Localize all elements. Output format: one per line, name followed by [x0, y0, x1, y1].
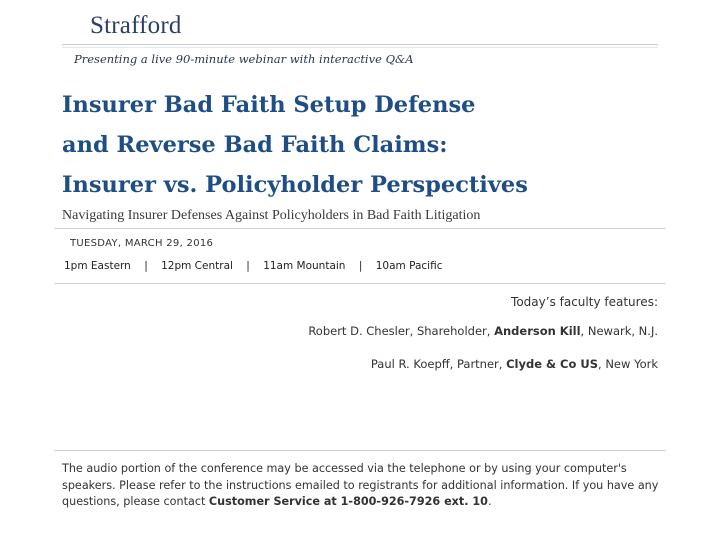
speaker-firm: Clyde & Co US: [506, 357, 599, 371]
customer-service-contact: Customer Service at 1-800-926-7926 ext. 10: [208, 495, 488, 508]
strafford-logo: Strafford: [90, 12, 182, 39]
time-central: 12pm Central: [161, 260, 233, 272]
webinar-tagline: Presenting a live 90-minute webinar with interactive Q&A: [74, 52, 414, 66]
audio-instructions: The audio portion of the conference may be accessed via the telephone or by using your computer's speakers. Please refer to the instructions emailed to registrants for additional information. If you have any questions, please contact Customer Service at 1-800-926-7926 ext. 10.: [62, 462, 659, 508]
header-divider-light: [62, 47, 658, 48]
header-divider: [62, 44, 658, 45]
title-line-3: Insurer vs. Policyholder Perspectives: [62, 172, 528, 198]
divider-bottom: [54, 450, 666, 451]
speaker-firm: Anderson Kill: [494, 324, 581, 338]
time-separator: |: [358, 260, 363, 272]
title-line-1: Insurer Bad Faith Setup Defense: [62, 92, 476, 118]
divider-middle: [54, 283, 666, 284]
time-pacific: 10am Pacific: [375, 260, 443, 272]
time-separator: |: [246, 260, 250, 272]
faculty-heading: Today’s faculty features:: [511, 295, 658, 309]
time-eastern: 1pm Eastern: [64, 260, 131, 272]
webinar-date: TUESDAY, MARCH 29, 2016: [70, 238, 214, 249]
subtitle: Navigating Insurer Defenses Against Policyholders in Bad Faith Litigation: [62, 208, 481, 223]
speaker-chesler: Robert D. Chesler, Shareholder, Anderson Kill, Newark, N.J.: [308, 324, 658, 338]
time-separator: |: [144, 260, 148, 272]
webinar-times: [64, 260, 442, 272]
time-mountain: 11am Mountain: [263, 260, 346, 272]
divider-top: [54, 228, 666, 229]
title-line-2: and Reverse Bad Faith Claims:: [62, 132, 448, 158]
speaker-koepff: Paul R. Koepff, Partner, Clyde & Co US, New York: [370, 357, 658, 371]
